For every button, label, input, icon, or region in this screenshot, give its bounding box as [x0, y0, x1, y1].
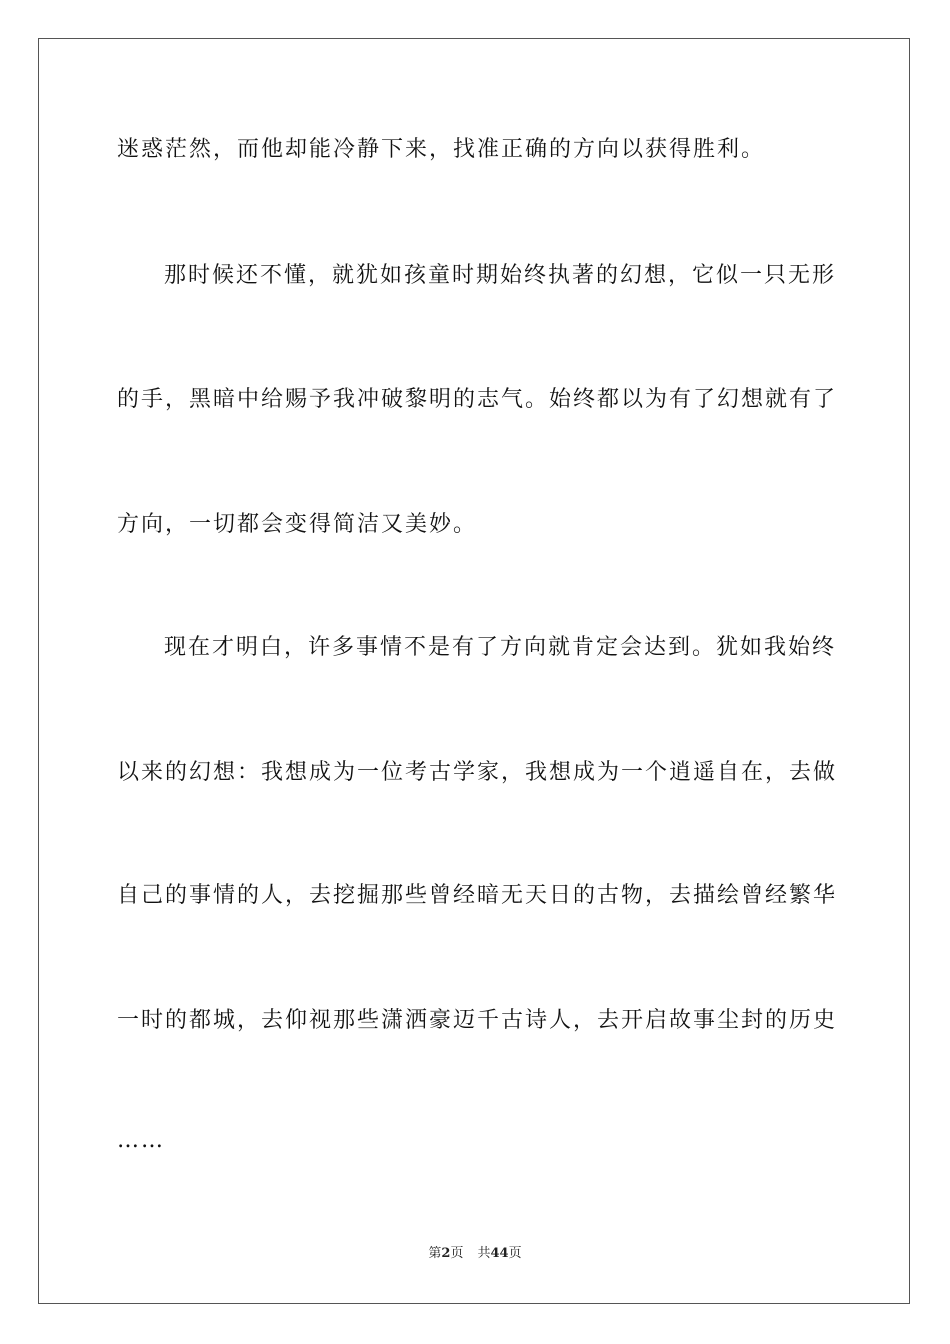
total-page-count: 44 — [490, 1246, 509, 1261]
total-label-prefix: 共 — [477, 1246, 491, 1261]
paragraph-line: 的手，黑暗中给赐予我冲破黎明的志气。始终都以为有了幻想就有了 — [117, 387, 838, 412]
page-border — [38, 38, 910, 1304]
current-page-number: 2 — [441, 1246, 451, 1261]
paragraph-line: 自己的事情的人，去挖掘那些曾经暗无天日的古物，去描绘曾经繁华 — [117, 883, 838, 908]
page-label-prefix: 第 — [428, 1246, 442, 1261]
paragraph-line: 现在才明白，许多事情不是有了方向就肯定会达到。犹如我始终 — [164, 635, 837, 660]
paragraph-line: …… — [117, 1128, 165, 1153]
paragraph-line: 迷惑茫然，而他却能冷静下来，找准正确的方向以获得胜利。 — [117, 137, 766, 162]
paragraph-line: 以来的幻想：我想成为一位考古学家，我想成为一个逍遥自在，去做 — [117, 760, 838, 785]
page-footer — [0, 1245, 950, 1263]
paragraph-line: 那时候还不懂，就犹如孩童时期始终执著的幻想，它似一只无形 — [164, 263, 837, 288]
total-label-suffix: 页 — [508, 1246, 522, 1261]
paragraph-line: 一时的都城，去仰视那些潇洒豪迈千古诗人，去开启故事尘封的历史 — [117, 1008, 838, 1033]
page-label-suffix: 页 — [450, 1246, 464, 1261]
paragraph-line: 方向，一切都会变得简洁又美妙。 — [117, 512, 478, 537]
